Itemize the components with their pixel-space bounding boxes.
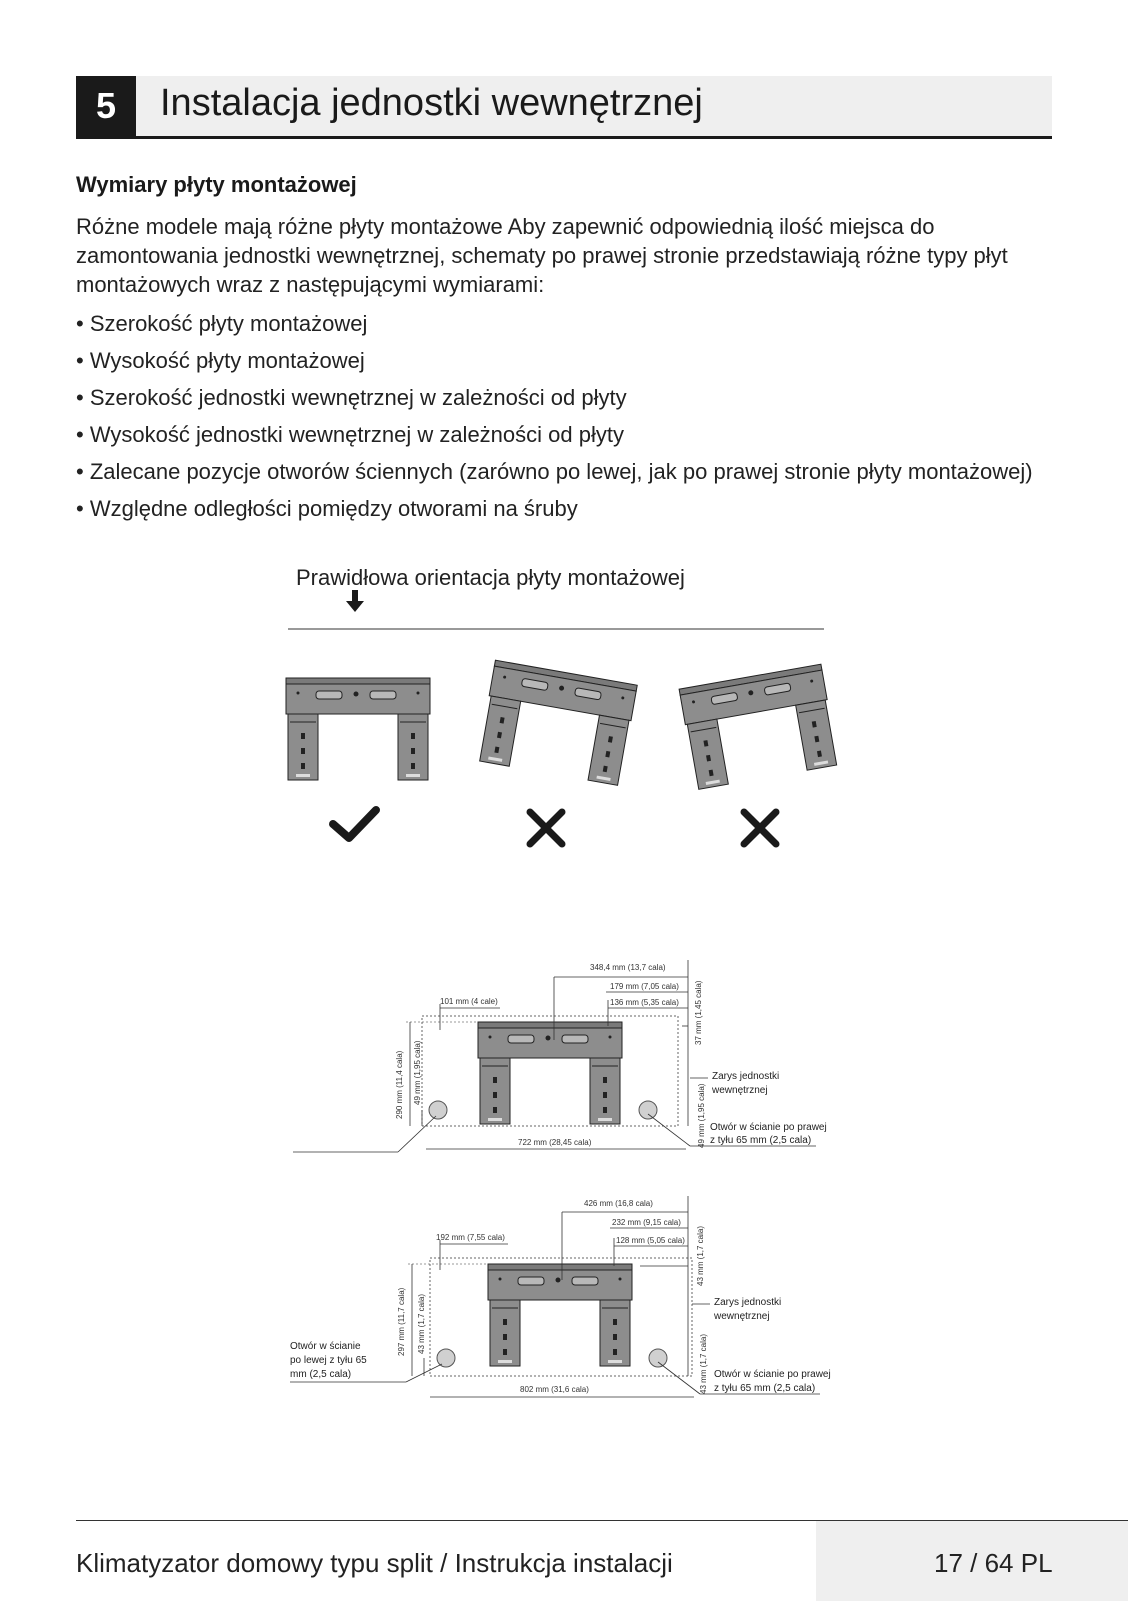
list-item: • Wysokość płyty montażowej — [76, 342, 1033, 379]
list-item: • Względne odległości pomiędzy otworami na śruby — [76, 490, 1033, 527]
dim-right-vertical: 37 mm (1,45 cala) — [694, 980, 703, 1045]
dim-right-vertical: 43 mm (1,7 cala) — [696, 1225, 705, 1286]
dim-height-hole-right: 49 mm (1,95 cala) — [697, 1083, 706, 1148]
wall-hole-right — [639, 1101, 657, 1119]
list-item: • Szerokość płyty montażowej — [76, 305, 1033, 342]
dim-height-total: 290 mm (11,4 cala) — [395, 1050, 404, 1119]
check-icon — [333, 810, 376, 838]
page-number: 17 / 64 PL — [934, 1548, 1053, 1578]
dim-height-hole-left: 43 mm (1,7 cala) — [417, 1293, 426, 1354]
cross-icon — [744, 812, 776, 844]
dim-right-1: 232 mm (9,15 cala) — [612, 1218, 681, 1227]
hole-label-line2: z tyłu 65 mm (2,5 cala) — [710, 1135, 812, 1146]
dim-left-top: 101 mm (4 cale) — [440, 997, 498, 1006]
left-hole-label-line1: Otwór w ścianie — [290, 1341, 361, 1352]
mounting-plate — [488, 1264, 632, 1366]
wall-hole-left — [437, 1349, 455, 1367]
list-item: • Wysokość jednostki wewnętrznej w zależności od płyty — [76, 416, 1033, 453]
outline-label-line1: Zarys jednostki — [712, 1071, 780, 1082]
orientation-arrow — [346, 590, 364, 612]
dim-right-2: 128 mm (5,05 cala) — [616, 1236, 685, 1245]
dim-width-bottom: 802 mm (31,6 cala) — [520, 1385, 589, 1394]
left-hole-label-line3: mm (2,5 cala) — [290, 1369, 352, 1380]
dim-width-bottom: 722 mm (28,45 cala) — [518, 1138, 592, 1147]
dim-height-hole-left: 49 mm (1,95 cala) — [413, 1040, 422, 1105]
diagram-2 — [290, 1196, 831, 1397]
section-number: 5 — [76, 76, 136, 136]
dim-left-top: 192 mm (7,55 cala) — [436, 1233, 505, 1242]
outline-label-line1: Zarys jednostki — [714, 1297, 782, 1308]
orientation-title: Prawidłowa orientacja płyty montażowej — [296, 565, 685, 590]
hole-label-line1: Otwór w ścianie po prawej — [710, 1122, 827, 1133]
cross-icon — [530, 812, 562, 844]
left-hole-label-line2: po lewej z tyłu 65 — [290, 1355, 367, 1366]
mounting-plate — [478, 1022, 622, 1124]
wall-hole-right — [649, 1349, 667, 1367]
dim-height-hole-right: 43 mm (1,7 cala) — [699, 1333, 708, 1394]
hole-label-line2: z tyłu 65 mm (2,5 cala) — [714, 1383, 816, 1394]
footer-title: Klimatyzator domowy typu split / Instrukcja instalacji — [76, 1548, 673, 1578]
list-item: • Szerokość jednostki wewnętrznej w zależności od płyty — [76, 379, 1033, 416]
plate-rotated-clockwise — [478, 660, 638, 785]
dim-height-total: 297 mm (11,7 cala) — [397, 1287, 406, 1356]
plate-rotated-counterclockwise — [679, 664, 839, 789]
hole-label-line1: Otwór w ścianie po prawej — [714, 1369, 831, 1380]
wall-hole-left — [429, 1101, 447, 1119]
section-title: Instalacja jednostki wewnętrznej — [160, 82, 703, 124]
dim-right-2: 136 mm (5,35 cala) — [610, 998, 679, 1007]
subheading: Wymiary płyty montażowej — [76, 172, 357, 197]
dim-top-span: 348,4 mm (13,7 cala) — [590, 963, 666, 972]
dim-top-span: 426 mm (16,8 cala) — [584, 1199, 653, 1208]
intro-paragraph: Różne modele mają różne płyty montażowe Aby zapewnić odpowiednią ilość miejsca do zamontowania jednostki wewnętrznej, schematy po prawej stronie przedstawiają różne typy płyt montażowych wraz z następującymi wymiarami: — [76, 214, 1008, 297]
outline-label-line2: wewnętrznej — [712, 1085, 768, 1096]
dim-right-1: 179 mm (7,05 cala) — [610, 982, 679, 991]
plate-correct — [286, 678, 430, 780]
list-item: • Zalecane pozycje otworów ściennych (zarówno po lewej, jak po prawej stronie płyty montażowej) — [76, 453, 1033, 490]
outline-label-line2: wewnętrznej — [714, 1311, 770, 1322]
diagram-1 — [293, 960, 827, 1152]
